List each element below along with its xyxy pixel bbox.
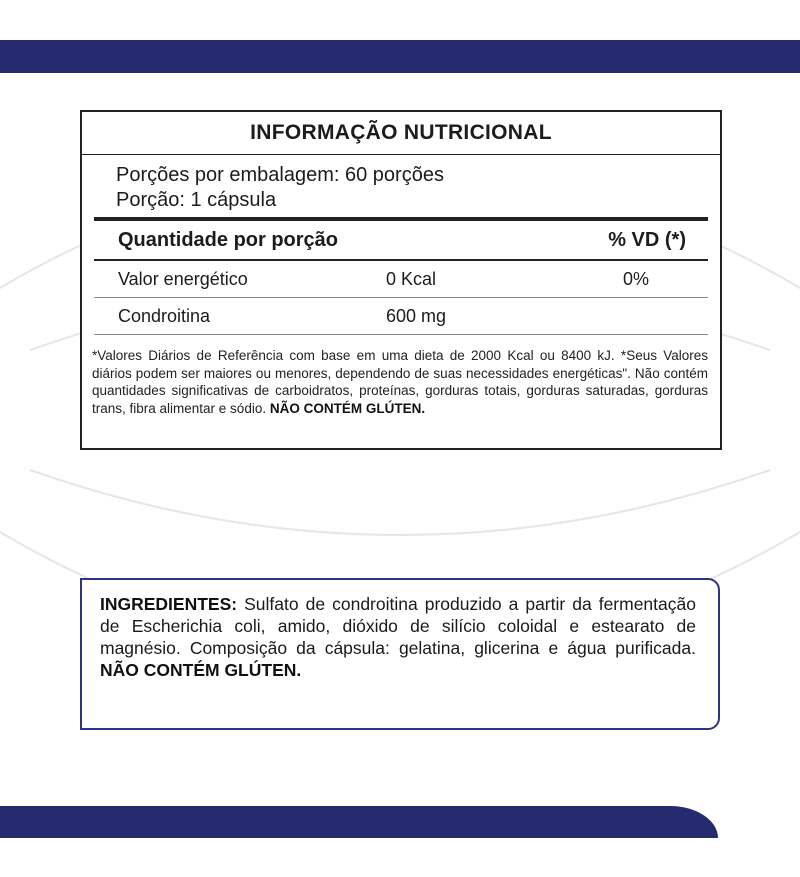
nutrition-footnote [82,335,720,417]
servings-info [82,155,720,213]
ingredients-gluten-warning: NÃO CONTÉM GLÚTEN. [100,660,302,680]
table-header-row [82,221,720,259]
ingredients-text: Sulfato de condroitina produzido a partir da fermentação de Escherichia coli, amido, dióxido de silício coloidal e estearato de magnésio. Composição da cápsula: gelatina, glicerina e água purificada. [100,594,696,658]
nutrition-title: INFORMAÇÃO NUTRICIONAL [82,112,720,155]
nutrition-facts-table [80,110,722,450]
ingredients-label: INGREDIENTES: [100,594,238,614]
serving-size: Porção: 1 cápsula [116,189,277,211]
ingredients-box [80,578,720,730]
servings-per-package: Porções por embalagem: 60 porções [116,164,444,186]
nutrient-daily-value: 0% [623,269,650,289]
table-row [82,298,720,334]
quantity-per-serving-header: Quantidade por porção [118,229,339,251]
nutrient-name: Condroitina [118,306,211,326]
footnote-text: *Valores Diários de Referência com base em uma dieta de 2000 Kcal ou 8400 kJ. *Seus Valores diários podem ser maiores ou menores, dependendo de suas necessidades energéticas". Não contém quantidades significativas de carboidratos, proteínas, gorduras totais, gorduras saturadas, gorduras trans, fibra alimentar e sódio. [92,348,708,416]
daily-value-header: % VD (*) [608,229,686,251]
footnote-gluten-warning: NÃO CONTÉM GLÚTEN. [269,400,426,416]
bottom-brand-band [0,806,718,838]
nutrient-name: Valor energético [118,269,248,289]
nutrient-amount: 0 Kcal [386,269,437,289]
table-row [82,261,720,297]
nutrient-amount: 600 mg [386,306,447,326]
